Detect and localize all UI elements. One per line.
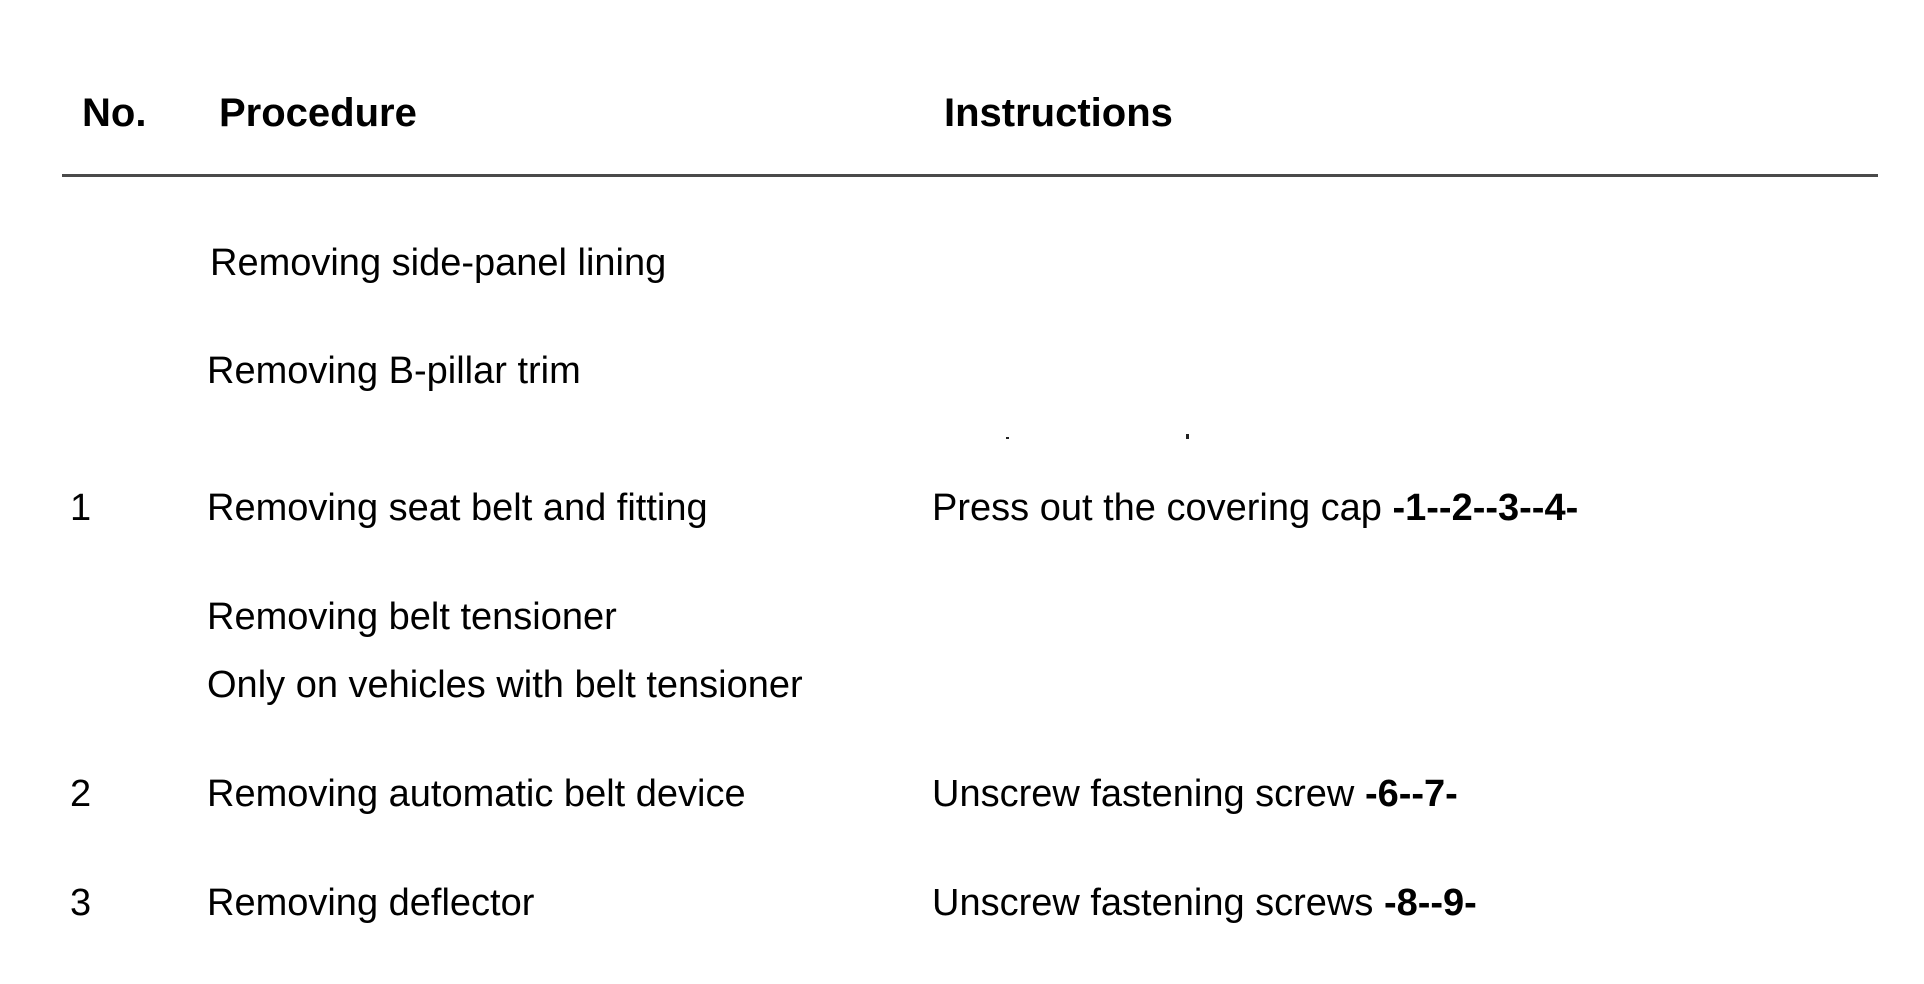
procedure-note: Only on vehicles with belt tensioner xyxy=(207,664,803,706)
instruction-cell xyxy=(932,485,1578,531)
instruction-refs: -6--7- xyxy=(1364,773,1458,815)
procedure-cell: Removing side-panel lining xyxy=(210,242,667,284)
instruction-refs: -8--9- xyxy=(1383,882,1477,924)
column-header-instructions: Instructions xyxy=(944,91,1173,135)
instruction-text: Unscrew fastening screws xyxy=(932,882,1384,924)
procedure-cell: Removing belt tensioner xyxy=(207,596,617,638)
step-number: 1 xyxy=(70,487,92,529)
instruction-cell xyxy=(932,771,1458,817)
scan-speck xyxy=(1006,437,1009,439)
procedure-cell: Removing B-pillar trim xyxy=(207,350,581,392)
procedure-cell: Removing deflector xyxy=(207,882,535,924)
header-divider xyxy=(62,174,1878,177)
procedure-cell: Removing seat belt and fitting xyxy=(207,487,708,529)
procedure-cell: Removing automatic belt device xyxy=(207,773,746,815)
instruction-cell xyxy=(932,880,1477,926)
scan-speck xyxy=(1186,434,1189,439)
instruction-refs: -1--2--3--4- xyxy=(1392,487,1579,529)
instruction-text: Press out the covering cap xyxy=(932,487,1393,529)
instruction-text: Unscrew fastening screw xyxy=(932,773,1365,815)
column-header-procedure: Procedure xyxy=(219,91,417,135)
step-number: 2 xyxy=(70,773,92,815)
step-number: 3 xyxy=(70,882,92,924)
column-header-no: No. xyxy=(82,91,147,135)
